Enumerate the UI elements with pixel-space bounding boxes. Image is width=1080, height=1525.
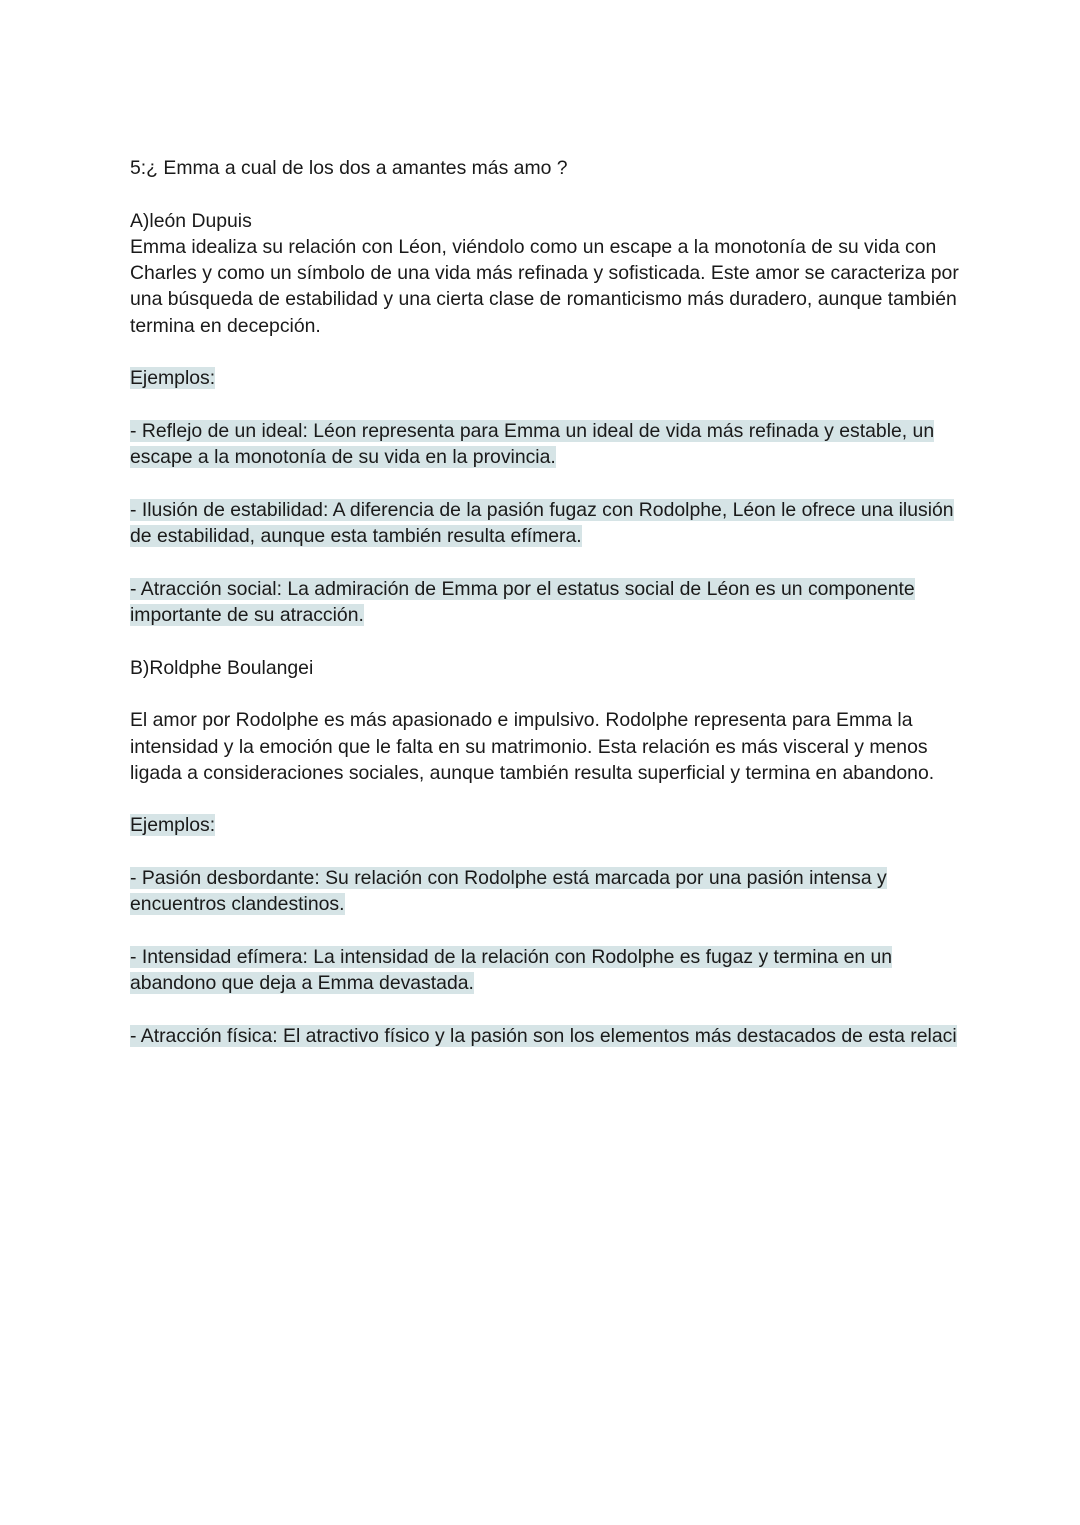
section-b-example [130,1023,960,1049]
section-a-heading: A)león Dupuis [130,209,252,232]
question-title: 5:¿ Emma a cual de los dos a amantes más amo ? [130,157,568,179]
example-text: - Reflejo de un ideal: Léon representa para Emma un ideal de vida más refinada y estable, un escape a la monotonía de su vida en la provincia. [130,419,935,469]
example-text: - Atracción física: El atractivo físico y la pasión son los elementos más destacados de esta relaci [130,1024,957,1047]
document-page [130,155,960,1075]
section-a-example [130,497,960,550]
section-b-example [130,865,960,918]
section-a-example [130,576,960,629]
section-a-body: Emma idealiza su relación con Léon, viéndolo como un escape a la monotonía de su vida con Charles y como un símbolo de una vida más refinada y sofisticada. Este amor se caracteriza por una búsqueda de estabilidad y una cierta clase de romanticismo más duradero, aunque también termina en decepción. [130,235,959,337]
example-text: - Ilusión de estabilidad: A diferencia de la pasión fugaz con Rodolphe, Léon le ofrece una ilusión de estabilidad, aunque esta también resulta efímera. [130,498,954,548]
section-b-body: El amor por Rodolphe es más apasionado e impulsivo. Rodolphe representa para Emma la intensidad y la emoción que le falta en su matrimonio. Esta relación es más visceral y menos ligada a consideraciones sociales, aunque también resulta superficial y termina en abandono. [130,709,935,784]
example-text: - Intensidad efímera: La intensidad de la relación con Rodolphe es fugaz y termina en un abandono que deja a Emma devastada. [130,945,893,995]
section-b-examples-label [130,812,960,838]
section-a-example [130,418,960,471]
section-a-examples-label [130,365,960,391]
example-text: - Pasión desbordante: Su relación con Rodolphe está marcada por una pasión intensa y encuentros clandestinos. [130,867,887,916]
examples-label: Ejemplos: [130,814,216,837]
section-b-heading: B)Roldphe Boulangei [130,656,314,679]
example-text: - Atracción social: La admiración de Emma por el estatus social de Léon es un componente importante de su atracción. [130,577,915,627]
examples-label: Ejemplos: [130,367,216,390]
section-b-example [130,944,960,997]
